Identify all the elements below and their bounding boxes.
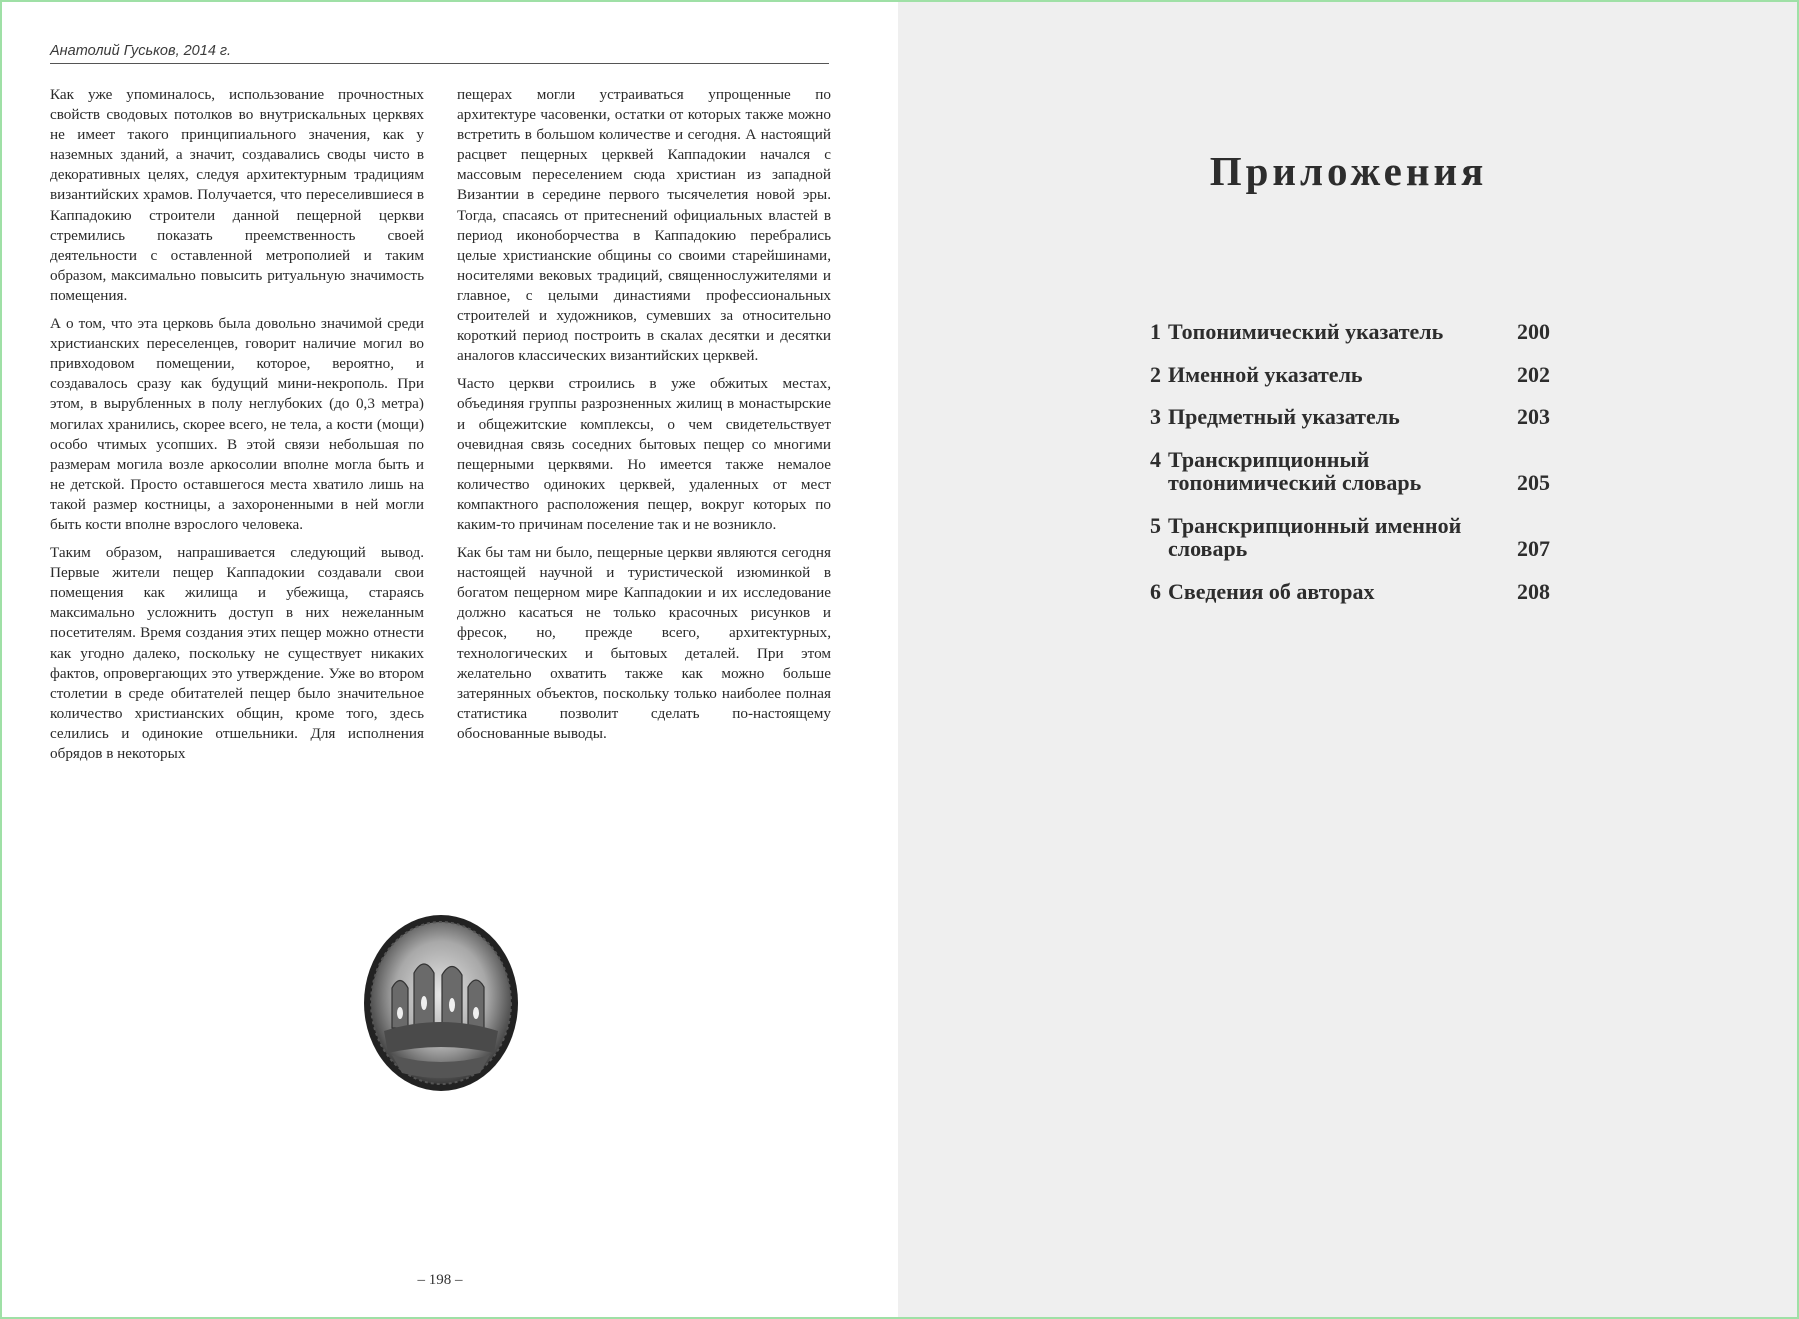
toc-item	[1150, 448, 1550, 495]
page-title: Приложения	[1209, 148, 1488, 194]
paragraph: Как бы там ни было, пещерные церкви являются сегодня настоящей научной и туристической изюминкой в богатом пещерном мире Каппадокии и их исследование должно касаться не только красочных рисунков и фресок, но, прежде всего, архитектурных, технологических и бытовых деталей. При этом желательно охватить также как можно больше затерянных объектов, поскольку только наиболее полная статистика позволит сделать по-настоящему обоснованные выводы.	[457, 544, 831, 742]
toc-item	[1150, 405, 1550, 429]
running-header: Анатолий Гуськов, 2014 г.	[50, 43, 829, 64]
toc-item-number: 1	[1150, 319, 1161, 344]
paragraph: пещерах могли устраиваться упрощенные по архитектуре часовенки, остатки от которых также можно встретить в большом количестве и сегодня. А настоящий расцвет пещерных церквей Каппадокии начался с массовым переселением сюда христиан из западной Византии в середине первого тысячелетия новой эры. Тогда, спасаясь от притеснений официальных властей в период иконоборчества в Каппадокию перебрались целые христианские общины со своими старейшинами, носителями вековых традиций, священнослужителями и главное, с целыми династиями профессиональных строителей и художников, сумевших за относительно короткий период построить в скалах десятки и десятки аналогов классических византийских церквей.	[457, 86, 831, 365]
toc-item-page: 203	[1517, 404, 1550, 429]
toc-item-number: 4	[1150, 446, 1161, 472]
toc-item-title: Транскрипционный топонимический словарь	[1168, 446, 1422, 495]
toc-item-title: Топонимический указатель	[1168, 319, 1444, 344]
text-column-right	[457, 85, 831, 752]
toc-item	[1150, 580, 1550, 604]
left-page	[0, 0, 898, 1319]
toc-item-number: 3	[1150, 404, 1161, 429]
toc-item	[1150, 363, 1550, 387]
table-of-contents	[1150, 320, 1550, 622]
toc-item-title: Сведения об авторах	[1168, 578, 1375, 604]
toc-item-page: 200	[1517, 319, 1550, 344]
toc-item-page: 207	[1517, 536, 1550, 561]
right-page	[898, 0, 1799, 1319]
church-emblem-icon	[362, 913, 520, 1093]
toc-item	[1150, 514, 1550, 561]
toc-item-title: Именной указатель	[1168, 361, 1363, 387]
text-column-left	[50, 85, 424, 772]
toc-item-title: Транскрипционный именной словарь	[1168, 512, 1462, 561]
toc-item-page: 202	[1517, 361, 1550, 387]
paragraph: Часто церкви строились в уже обжитых местах, объединяя группы разрозненных жилищ в монастырские и общежитские комплексы, о чем свидетельствует очевидная связь соседних бытовых пещер со многими пещерными церквями. Но имеется также немалое количество одиноких церквей, удаленных от мест компактного расположения пещер, вокруг которых по каким-то причинам поселение так и не возникло.	[457, 375, 831, 533]
toc-item-title: Предметный указатель	[1168, 404, 1400, 429]
paragraph: Таким образом, напрашивается следующий вывод. Первые жители пещер Каппадокии создавали свои помещения как жилища и убежища, стараясь максимально усложнить доступ в них нежеланным посетителям. Время создания этих пещер можно отнести как угодно далеко, поскольку не существует никаких фактов, опровергающих это утверждение. Уже во втором столетии в среде обитателей пещер было значительное количество христианских общин, кроме того, здесь селились и одинокие отшельники. Для исполнения обрядов в некоторых	[50, 544, 424, 762]
toc-item	[1150, 320, 1550, 344]
toc-item-page: 205	[1517, 470, 1550, 495]
toc-item-number: 5	[1150, 512, 1161, 538]
page-number: – 198 –	[417, 1272, 463, 1288]
toc-item-number: 6	[1150, 578, 1161, 604]
toc-item-page: 208	[1517, 578, 1550, 604]
paragraph: А о том, что эта церковь была довольно значимой среди христианских переселенцев, говорит наличие могил во привходовом помещении, которое, вероятно, и создавалось сразу как будущий мини-некрополь. При этом, в вырубленных в полу неглубоких (до 0,3 метра) могилах хранились, скорее всего, не тела, а кости (мощи) особо чтимых усопших. В этой связи небольшая по размерам могила возле аркосолии вполне могла быть и не детской. Просто оставшегося места хватило лишь на такой размер костницы, а захороненными в ней могли быть кости вполне взрослого человека.	[50, 315, 424, 533]
toc-item-number: 2	[1150, 361, 1161, 387]
paragraph: Как уже упоминалось, использование прочностных свойств сводовых потолков во внутрискальных церквях не имеет такого принципиального значения, как у наземных зданий, а значит, создавались своды чисто в декоративных целях, следуя архитектурным традициям византийских храмов. Получается, что переселившиеся в Каппадокию строители данной пещерной церкви стремились показать преемственность своей деятельности с оставленной метрополией и таким образом, максимально повысить ритуальную значимость помещения.	[50, 86, 424, 304]
